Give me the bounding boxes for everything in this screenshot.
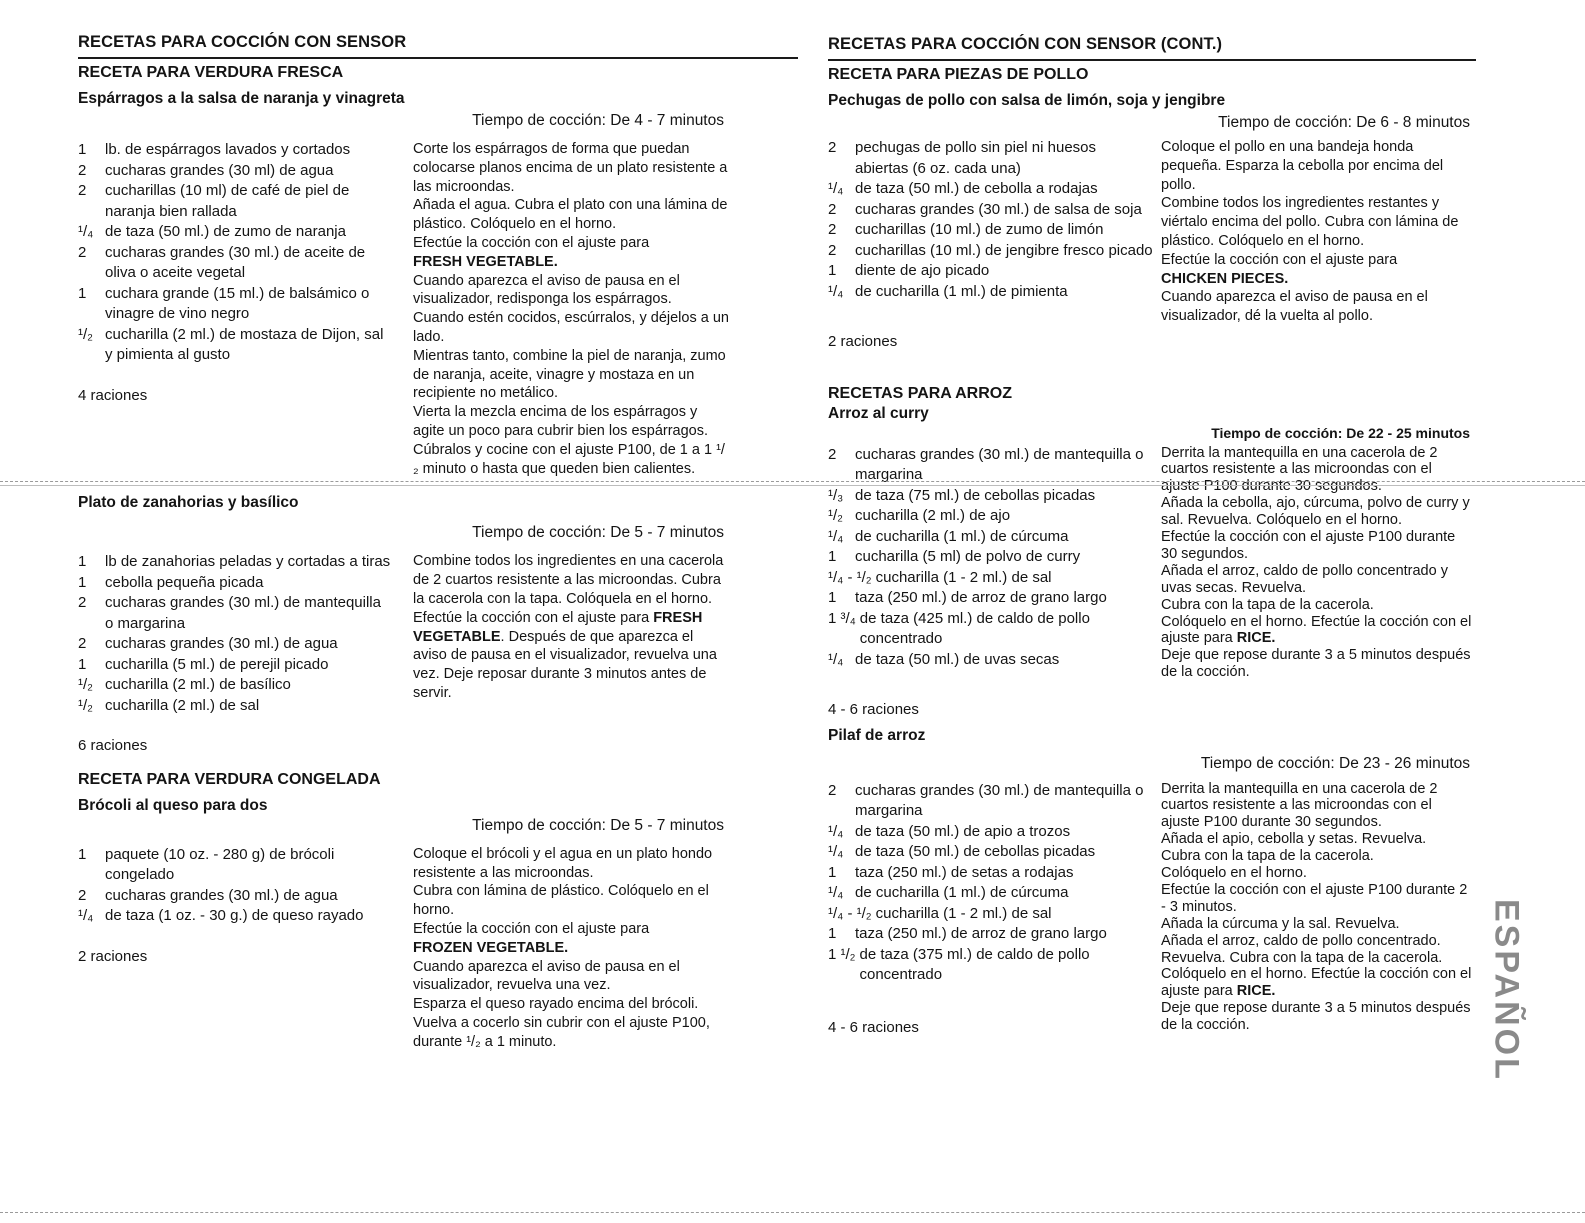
- instructions: Derrita la mantequilla en una cacerola de 2 cuartos resistente a las microondas con el ajuste P100 durante 30 segundos. Añada el apio, cebolla y setas. Revuelva. Cubra con la tapa de la cacerola. Colóquelo en el horno. Efectúe la cocción con el ajuste P100 durante 2 - 3 minutos. Añada la cúrcuma y la sal. Revuelva. Añada el arroz, caldo de pollo concentrado. Revuelva. Cubra con la tapa de la cacerola. Colóquelo en el horno. Efectúe la cocción con el ajuste para RICE. Deje que repose durante 3 a 5 minutos después de la cocción.: [1161, 780, 1472, 1034]
- ingredient-item: ¹/₄ de taza (50 ml.) de zumo de naranja: [78, 223, 346, 240]
- ingredient-item: ¹/₂ cucharilla (2 ml.) de basílico: [78, 676, 291, 694]
- ingredient-item: 2 cucharillas (10 ml.) de zumo de limón: [828, 221, 1104, 238]
- ingredient-item: 1 taza (250 ml.) de arroz de grano largo: [828, 589, 1107, 606]
- recipe-broccoli: [78, 845, 798, 1052]
- ingredient-item: 2 cucharas grandes (30 ml.) de agua: [78, 635, 338, 653]
- ingredient-item: 2 cucharas grandes (30 ml.) de agua: [78, 886, 338, 904]
- servings: 4 - 6 raciones: [828, 701, 919, 718]
- ingredient-item: ¹/₂ cucharilla (2 ml.) de sal: [78, 696, 260, 714]
- ingredient-item: 2 cucharas grandes (30 ml.) de mantequilla o margarina: [78, 594, 381, 632]
- instructions: Coloque el brócoli y el agua en un plato hondo resistente a las microondas. Cubra con lámina de plástico. Colóquelo en el horno. Efectúe la cocción con el ajuste para FROZEN VEGETABLE. Cuando aparezca el aviso de pausa en el visualizador, revuelva una vez. Esparza el queso rayado encima del brócoli. Vuelva a cocerlo sin cubrir con el ajuste P100, durante ¹/₂ a 1 minuto.: [413, 845, 713, 1050]
- left-page: [78, 0, 798, 1052]
- ingredient-item: 2 cucharas grandes (30 ml.) de mantequilla o margarina: [828, 445, 1144, 483]
- left-page-title: RECETAS PARA COCCIÓN CON SENSOR: [78, 33, 407, 51]
- ingredient-list: [78, 845, 393, 1052]
- ingredient-item: ¹/₄ de cucharilla (1 ml.) de pimienta: [828, 282, 1068, 300]
- ingredient-item: 2 cucharas grandes (30 ml) de agua: [78, 161, 334, 179]
- section-frozen-vegetable: RECETA PARA VERDURA CONGELADA: [78, 770, 381, 788]
- ingredient-item: ¹/₄ - ¹/₂ cucharilla (1 - 2 ml.) de sal: [828, 904, 1052, 922]
- ingredient-item: 2 cucharas grandes (30 ml.) de mantequilla o margarina: [828, 781, 1144, 819]
- instructions: Corte los espárragos de forma que puedan colocarse planos encima de un plato resistente a las microondas. Añada el agua. Cubra el plato con una lámina de plástico. Colóquelo en el horno. Efectúe la cocción con el ajuste para FRESH VEGETABLE. Cuando aparezca el aviso de pausa en el visualizador, redisponga los espárragos. Cuando estén cocidos, escúrralos, y déjelos a un lado. Mientras tanto, combine la piel de naranja, zumo de naranja, aceite, vinagre y mostaza en un recipiente no metálico. Vierta la mezcla encima de los espárragos y agite un poco para cubrir bien los espárragos. Cúbralos y cocine con el ajuste P100, de 1 a 1 ¹/₂ minuto o hasta que queden bien calientes.: [413, 141, 729, 477]
- ingredient-item: 2 pechugas de pollo sin piel ni huesos abiertas (6 oz. cada una): [828, 139, 1097, 177]
- ingredient-item: ¹/₄ de taza (1 oz. - 30 g.) de queso rayado: [78, 907, 364, 925]
- ingredient-item: ¹/₂ cucharilla (2 ml.) de ajo: [828, 507, 1011, 524]
- title-rule: [828, 59, 1476, 61]
- cook-time-curry-rice: Tiempo de cocción: De 22 - 25 minutos: [1211, 424, 1470, 441]
- ingredient-item: ¹/₄ de taza (50 ml.) de cebollas picadas: [828, 843, 1096, 860]
- ingredient-item: 2 cucharas grandes (30 ml.) de aceite de oliva o aceite vegetal: [78, 243, 366, 281]
- ingredient-item: 1 taza (250 ml.) de arroz de grano largo: [828, 925, 1107, 942]
- recipe-rice-pilaf: [828, 781, 1476, 1039]
- ingredient-item: 1 taza (250 ml.) de setas a rodajas: [828, 863, 1074, 881]
- right-page-title: RECETAS PARA COCCIÓN CON SENSOR (CONT.): [828, 35, 1223, 53]
- section-fresh-vegetable: RECETA PARA VERDURA FRESCA: [78, 64, 344, 81]
- ingredient-item: ¹/₄ de cucharilla (1 ml.) de cúrcuma: [828, 884, 1069, 901]
- recipe-chicken: [828, 138, 1476, 353]
- ingredient-list: [828, 138, 1153, 353]
- ingredient-item: 1 cucharilla (5 ml) de polvo de curry: [828, 548, 1081, 565]
- ingredient-item: 1 ¹/₂ de taza (375 ml.) de caldo de pollo concentrado: [828, 945, 1090, 983]
- recipe-carrots: [78, 552, 798, 757]
- language-tab-label: ESPAÑOL: [1487, 898, 1526, 1082]
- recipe-title-chicken: Pechugas de pollo con salsa de limón, soja y jengibre: [828, 92, 1226, 109]
- ingredient-item: 1 paquete (10 oz. - 280 g) de brócoli congelado: [78, 845, 335, 884]
- cook-time-chicken: Tiempo de cocción: De 6 - 8 minutos: [1218, 114, 1470, 131]
- ingredient-item: 1 cuchara grande (15 ml.) de balsámico o vinagre de vino negro: [78, 284, 370, 322]
- ingredient-item: ¹/₄ de taza (50 ml.) de apio a trozos: [828, 822, 1071, 840]
- servings: 6 raciones: [78, 737, 148, 755]
- ingredient-item: 2 cucharas grandes (30 ml.) de salsa de soja: [828, 200, 1142, 218]
- recipe-curry-rice: [828, 445, 1476, 721]
- recipe-title-asparagus: Espárragos a la salsa de naranja y vinagreta: [78, 90, 405, 107]
- bottom-edge-line: [0, 1212, 1585, 1213]
- ingredient-item: 1 lb. de espárragos lavados y cortados: [78, 141, 351, 158]
- recipe-title-curry-rice: Arroz al curry: [828, 404, 929, 422]
- recipe-title-rice-pilaf: Pilaf de arroz: [828, 726, 926, 744]
- ingredient-item: 2 cucharillas (10 ml) de café de piel de naranja bien rallada: [78, 182, 350, 220]
- instructions: Derrita la mantequilla en una cacerola de 2 cuartos resistente a las microondas con el ajuste P100 durante 30 segundos. Añada la cebolla, ajo, cúrcuma, polvo de curry y sal. Revuelva. Colóquelo en el horno. Efectúe la cocción con el ajuste P100 durante 30 segundos. Añada el arroz, caldo de pollo concentrado y uvas secas. Revuelva. Cubra con la tapa de la cacerola. Colóquelo en el horno. Efectúe la cocción con el ajuste para RICE. Deje que repose durante 3 a 5 minutos después de la cocción.: [1161, 444, 1472, 681]
- ingredient-item: ¹/₄ - ¹/₂ cucharilla (1 - 2 ml.) de sal: [828, 568, 1052, 586]
- ingredient-item: 1 lb de zanahorias peladas y cortadas a tiras: [78, 553, 391, 571]
- ingredient-item: ¹/₄ de cucharilla (1 ml.) de cúrcuma: [828, 527, 1069, 545]
- section-chicken-pieces: RECETA PARA PIEZAS DE POLLO: [828, 66, 1089, 83]
- section-rice: RECETAS PARA ARROZ: [828, 384, 1012, 402]
- recipe-title-carrots: Plato de zanahorias y basílico: [78, 494, 299, 512]
- ingredient-list: [828, 781, 1153, 1039]
- ingredient-item: ¹/₄ de taza (50 ml.) de cebolla a rodajas: [828, 180, 1098, 197]
- ingredient-item: 1 diente de ajo picado: [828, 262, 990, 279]
- ingredient-item: 2 cucharillas (10 ml.) de jengibre fresco picado: [828, 241, 1153, 259]
- ingredient-item: 1 ³/₄ de taza (425 ml.) de caldo de pollo concentrado: [828, 609, 1090, 647]
- recipe-asparagus: [78, 140, 798, 478]
- servings: 4 raciones: [78, 386, 148, 404]
- servings: 2 raciones: [78, 947, 148, 965]
- servings: 4 - 6 raciones: [828, 1018, 919, 1036]
- cook-time-carrots: Tiempo de cocción: De 5 - 7 minutos: [472, 524, 724, 542]
- instructions: Coloque el pollo en una bandeja honda pequeña. Esparza la cebolla por encima del pollo. Combine todos los ingredientes restantes y viértalo encima del pollo. Cubra con lámina de plástico. Colóquelo en el horno. Efectúe la cocción con el ajuste para CHICKEN PIECES. Cuando aparezca el aviso de pausa en el visualizador, dé la vuelta al pollo.: [1161, 139, 1459, 325]
- instructions: Combine todos los ingredientes en una cacerola de 2 cuartos resistente a las microondas. Cubra la cacerola con la tapa. Colóquela en el horno. Efectúe la cocción con el ajuste para FRESH VEGETABLE. Después de que aparezca el aviso de pausa en el visualizador, revuelva una vez. Deje reposar durante 3 minutos antes de servir.: [413, 553, 724, 701]
- right-page: [828, 0, 1476, 1038]
- servings: 2 raciones: [828, 333, 898, 350]
- cook-time-broccoli: Tiempo de cocción: De 5 - 7 minutos: [472, 816, 724, 834]
- cook-time-asparagus: Tiempo de cocción: De 4 - 7 minutos: [472, 112, 724, 129]
- ingredient-item: 1 cebolla pequeña picada: [78, 573, 264, 591]
- ingredient-item: ¹/₄ de taza (50 ml.) de uvas secas: [828, 650, 1060, 668]
- recipe-title-broccoli: Brócoli al queso para dos: [78, 796, 268, 814]
- ingredient-list: [78, 140, 393, 478]
- ingredient-list: [78, 552, 393, 757]
- ingredient-list: [828, 445, 1153, 721]
- ingredient-item: ¹/₃ de taza (75 ml.) de cebollas picadas: [828, 486, 1096, 504]
- ingredient-item: 1 cucharilla (5 ml.) de perejil picado: [78, 655, 329, 673]
- ingredient-item: ¹/₂ cucharilla (2 ml.) de mostaza de Dijon, sal y pimienta al gusto: [78, 325, 384, 363]
- title-rule: [78, 57, 798, 59]
- cook-time-rice-pilaf: Tiempo de cocción: De 23 - 26 minutos: [1200, 754, 1470, 772]
